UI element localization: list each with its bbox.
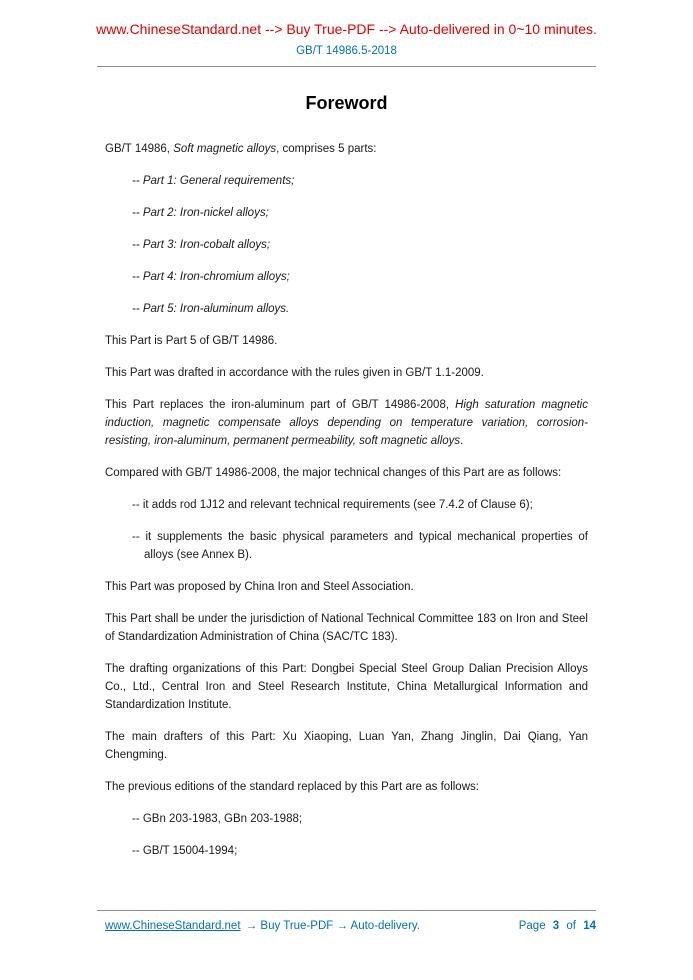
promo-banner: www.ChineseStandard.net --> Buy True-PDF --> Auto-delivered in 0~10 minutes.: [96, 21, 597, 37]
paragraph-text: The main drafters of this Part: Xu Xiaoping, Luan Yan, Zhang Jinglin, Dai Qiang, Yan Chengming.: [105, 731, 588, 761]
paragraph: [105, 332, 588, 350]
paragraph: [132, 496, 588, 514]
paragraph: [132, 172, 588, 190]
page-current: 3: [552, 920, 560, 932]
page-total: 14: [583, 920, 596, 932]
paragraph-text: GB/T 14986,: [105, 143, 174, 155]
footer-divider: [97, 910, 596, 911]
page-of-label: of: [566, 920, 576, 932]
paragraph-text: , comprises 5 parts:: [276, 143, 377, 155]
paragraph-text-italic: -- Part 2: Iron-nickel alloys;: [132, 207, 269, 219]
paragraph: [105, 578, 588, 596]
paragraph-text: This Part was drafted in accordance with the rules given in GB/T 1.1-2009.: [105, 367, 484, 379]
page-footer: [105, 920, 596, 932]
paragraph: [132, 528, 588, 564]
paragraph-text: This Part was proposed by China Iron and Steel Association.: [105, 581, 414, 593]
paragraph-text-italic: -- Part 1: General requirements;: [132, 175, 295, 187]
paragraph: [132, 810, 588, 828]
paragraph: [132, 204, 588, 222]
paragraph: [105, 660, 588, 714]
paragraph-text: -- it adds rod 1J12 and relevant technical requirements (see 7.4.2 of Clause 6);: [132, 499, 533, 511]
paragraph-text: -- GBn 203-1983, GBn 203-1988;: [132, 813, 303, 825]
paragraph-text: This Part replaces the iron-aluminum part of GB/T 14986-2008,: [105, 399, 456, 411]
paragraph: [105, 396, 588, 450]
page-header: [0, 0, 693, 67]
page-indicator: [515, 920, 596, 932]
header-divider: [97, 66, 596, 67]
paragraph-text-italic: High saturation magnetic induction, magnetic compensate alloys depending on temperature variation, corrosion-resisting, iron-aluminum, permanent permeability, soft magnetic alloys: [105, 399, 588, 447]
paragraph-text-italic: -- Part 5: Iron-aluminum alloys.: [132, 303, 290, 315]
paragraph: [105, 728, 588, 764]
paragraph-text: This Part shall be under the jurisdiction of National Technical Committee 183 on Iron and Steel of Standardization Administration of China (SAC/TC 183).: [105, 613, 588, 643]
paragraph-text: .: [460, 435, 464, 447]
paragraph: [132, 300, 588, 318]
paragraph: [105, 778, 588, 796]
paragraph: [132, 236, 588, 254]
paragraph-text: This Part is Part 5 of GB/T 14986.: [105, 335, 278, 347]
paragraph-text: The drafting organizations of this Part: Dongbei Special Steel Group Dalian Precision Alloys Co., Ltd., Central Iron and Steel Research Institute, China Metallurgical Information and Standardization Institute.: [105, 663, 588, 711]
paragraph-text: Compared with GB/T 14986-2008, the major technical changes of this Part are as follows:: [105, 467, 562, 479]
document-body: [105, 140, 588, 860]
paragraph-text-italic: -- Part 3: Iron-cobalt alloys;: [132, 239, 271, 251]
paragraph: [132, 842, 588, 860]
paragraph-text: The previous editions of the standard replaced by this Part are as follows:: [105, 781, 479, 793]
paragraph-text-italic: Soft magnetic alloys: [173, 143, 277, 155]
paragraph: [105, 464, 588, 482]
page-label: Page: [518, 920, 546, 932]
paragraph-text-italic: -- Part 4: Iron-chromium alloys;: [132, 271, 290, 283]
footer-site-link[interactable]: www.ChineseStandard.net: [105, 920, 241, 932]
standard-number: GB/T 14986.5-2018: [296, 45, 397, 57]
paragraph-text: -- it supplements the basic physical parameters and typical mechanical properties of alloys (see Annex B).: [132, 531, 588, 561]
footer-left: [105, 920, 420, 932]
paragraph: [105, 140, 588, 158]
paragraph: [105, 364, 588, 382]
paragraph: [132, 268, 588, 286]
paragraph-text: -- GB/T 15004-1994;: [132, 845, 238, 857]
page-title: Foreword: [305, 93, 388, 113]
footer-tagline: → Buy True-PDF → Auto-delivery.: [245, 920, 420, 932]
paragraph: [105, 610, 588, 646]
